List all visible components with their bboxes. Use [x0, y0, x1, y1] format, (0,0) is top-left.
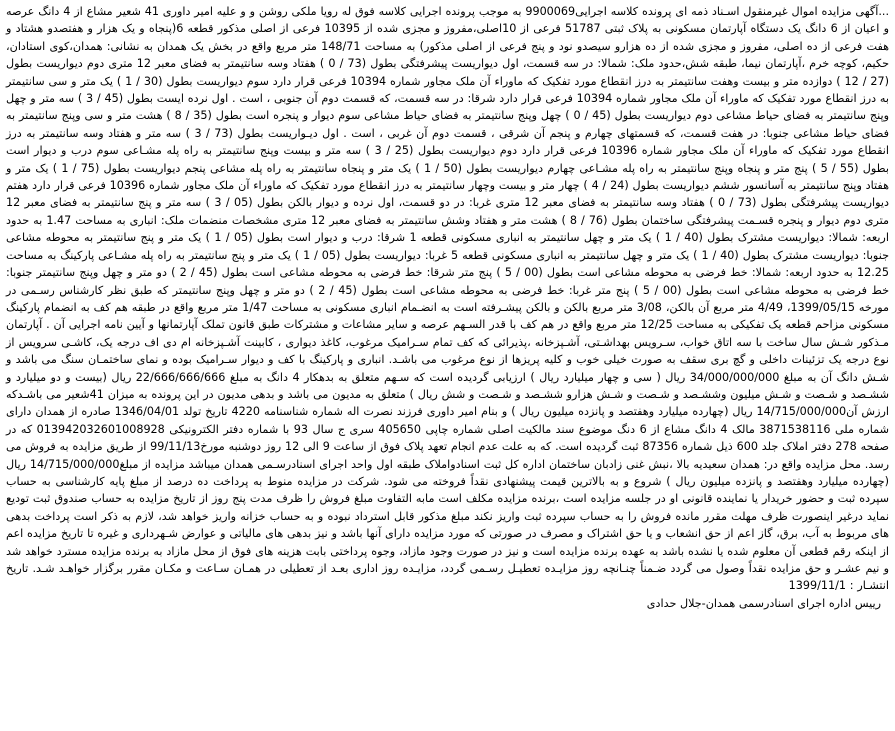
notice-body-text: ...آگهی مزایده اموال غیرمنقول اسـناد ذمه ای پرونده کلاسه اجرایی9900069 به موجب پرونده اجرایی کلاسه فوق له رویا ملکی روشن و و علیه امیر داوری 41 شعیر مشاع از 4 دانگ عرصه و اعیان از 6 دانگ یک دستگاه آپارتمان مسکونی به پلاک ثبتی 51787 فرعی از 10اصلی،مفروز و مجزی شده از 10395 فرعی از اصلی مذکور قطعه 6(پنجاه و یک هزار و هفتصدو هشتاد و هفت فرعی از ده اصلی، مفروز و مجزی شده از ده هزارو سیصدو نود و پنج فرعی از اصلی مذکور) به مساحت 148/71 متر مربع واقع در بخش یک همدان به نشانی: همدان،کوی استادان، حکیم، کوچه خرم ،آپارتمان نیما، طبقه شش،حدود ملک: شمالا: در سه قسمت، اول دیواریست پیشرفتگی بطول (73 / 0 ) هفتاد وسه سانتیمتر به فضای معبر 12 متری دوم دیواریست بطول (27 / 12 ) دوازده متر و بیست وهفت سانتیمتر به درز انقطاع مورد تفکیک که ماوراء آن ملک مجاور شماره 10394 فرعی قرار دارد سوم دیواریست بطول (30 / 1 ) یک متر و سی سانتیمتر به درز انقطاع مورد تفکیک که ماوراء آن ملک مجاور شماره 10394 فرعی قرار دارد شرقا: در سه قسمت، که قسمت دوم آن جنوبی ، است . اول نرده ایست بطول (45 / 3 ) سه متر و چهل وپنج سانتیمتر به فضای حیاط مشاعی دوم دیواریست بطول (45 / 0 ) چهل وپنج سانتیمتر به فضای حیاط مشاعی سوم دیوار و پنجره است بطول (35 / 8 ) هشت متر و سی وپنج سانتیمتر به فضای حیاط مشاعی جنوبا: در هفت قسمت، که قسمتهای چهارم و پنجم آن شرقی ، قسمت دوم آن غربی ، است . اول دیـواریست بطول (73 / 3 ) سه متر و هفتاد وسه سانتیمتر به درز انقطاع مورد تفکیک که ماوراء آن ملک مجاور شماره 10396 فرعی قرار دارد دوم دیواریست بطول (25 / 3 ) سه متر و بیست وپنج سانتیمتر به راه پله مشـاعی سوم درب و دیوار است بطول (55 / 5 ) پنج متر و پنجاه وپنج سانتیمتر به راه پله مشـاعی چهارم دیواریست بطول (50 / 1 ) یک متر و پنجاه سانتیمتر به راه پله مشاعی پنجم دیواریست بطول (75 / 1 ) یک متر و هفتاد وپنج سانتیمتر به آسانسور ششم دیواریست بطول (24 / 4 ) چهار متر و بیست وچهار سانتیمتر به درز انقطاع مورد تفکیک که ماوراء آن ملک مجاور شماره 10396 فرعی قرار دارد هفتم دیواریست پیشرفتگی بطول (73 / 0 ) هفتاد وسه سانتیمتر به فضای معبر 12 متری غربا: در دو قسمت، اول نرده و دیوار بالکن بطول (05 / 3 ) سه متر و پنج سانتیمتر به فضای معبر 12 متری دوم دیوار و پنجره قسـمت پیشرفتگی ساختمان بطول (76 / 8 ) هشت متر و هفتاد وشش سانتیمتر به فضای معبر 12 متری مشخصات منضمات ملک: انباری به مساحت 1.47 به حدود اربعه: شمالا: دیواریست مشترک بطول (40 / 1 ) یک متر و چهل سانتیمتر به انباری مسکونی قطعه 1 شرقا: درب و دیوار است بطول (05 / 1 ) یک متر و پنج سانتیمتر به محوطه مشاعی جنوبا: دیواریست مشترک بطول (40 / 1 ) یک متر و چهل سانتیمتر به انباری مسکونی قطعه 5 غربا: دیواریست بطول (05 / 1 ) یک متر و پنج سانتیمتر به راه پله مشـاعی پارکینگ به مساحت 12.25 به حدود اربعه: شمالا: خط فرضی به محوطه مشاعی است بطول (00 / 5 ) پنج متر شرقا: خط فرضی به محوطه مشاعی است بطول (45 / 2 ) دو متر و چهل وپنج سانتیمتر جنوبا: خط فرضی به محوطه مشاعی است بطول (00 / 5 ) پنج متر غربا: خط فرضی به محوطه مشاعی است بطول (45 / 2 ) دو متر و چهل وپنج سانتیمتر که طبق نظر کارشناس رسـمی در مورخه 1399/05/15، 4/49 متر مربع آن بالکن، 3/08 متر مربع بالکن و بالکن پیشـرفته است به انضـمام انباری مسکونی به مساحت 1/47 متر مربع واقع در طبقه هم کف به انضمام پارکینگ مسکونی مزاحم قطعه یک تفکیکی به مساحت 12/25 متر مربع واقع در هم کف با قدر السـهم عرصه و سایر مشاعات و مشترکات طبق قانون تملک آپارتمانها و آیین نامه اجرایی آن . آپارتمان مـذکور شـش سال ساخت با سه اتاق خواب، سـرویس بهداشـتی، آشـپزخانه ،پذیرائی که کف تمام سـرامیک مرغوب، کاغذ دیواری ، کابینت آشـپزخانه ام دی اف درجه یک، کاشـی سرویس از نوع درجه یک تزئینات داخلی و گچ بری سقف به صورت خیلی خوب و کلیه پریزها از نوع مرغوب می باشـد. انباری و پارکینگ با کف و دیوار سـرامیک بوده و نمای ساختمـان سنگ می باشد و شـش دانگ آن به مبلغ 34/000/000/000 ریال ( سی و چهار میلیارد ریال ) ارزیابی گردیده است که سـهم متعلق به بدهکار 4 دانگ به مبلغ 22/666/666/666 ریال (بیست و دو میلیارد و ششـصد و شـصت و شـش میلیون وششـصد و شـصت و شـش هزارو ششـصد و شـصت و شش ریال ) متعلق به مدیون می باشد و بدهی مدیون در این پرونده به میزان 41شعیر می باشـدکه ارزش آن14/715/000/000 ریال (چهارده میلیارد وهفتصد و پانزده میلیون ریال ) و بنام امیر داوری فرزند نصرت اله شماره شناسنامه 4220 تاریخ تولد 1346/04/01 صادره از همدان دارای شماره ملی 3871538116 مالک 4 دانگ مشاع از 6 دنگ موضوع سند مالکیت اصلی شماره چاپی 405650 سری ج سال 93 با شماره دفتر الکترونیکی 013942032601008928 که در صفحه 278 دفتر املاک جلد 600 ذیل شماره 87356 ثبت گردیده است. که به علت عدم انجام تعهد پلاک فوق از ساعت 9 الی 12 روز دوشنبه مورخ99/11/13 از طریق مزایده به فروش می رسد. محل مزایده واقع در: همدان سعیدیه بالا ،نبش غنی زادبان ساختمان اداره کل ثبت اسنادواملاک طبقه اول واحد اجرای اسنادرسـمی همدان میباشد مزایده از مبلغ14/715/000/000 ریال (چهارده میلیارد وهفتصد و پانزده میلیون ریال ) شروع و به بالاترین قیمت پیشنهادی نقداً فروخته می شود. شرکت در مزایده منوط به پرداخت ده درصد از مبلغ پایه کارشناسی به حساب سپرده ثبت و حضور خریدار یا نماینده قانونی او در جلسه مزایده است ،برنده مزایده مکلف است مابه التفاوت مبلغ فروش را ظرف مدت پنج روز از تاریخ مزایده به حساب صندوق ثبت تودیع نماید درغیر اینصورت ظرف مهلت مقرر مانده فروش را به حساب سپرده ثبت واریز نکند مبلغ مذکور قابل استرداد نبوده و به حساب خزانه واریز خواهد شد، لازم به ذکر است پرداخت بدهی های مربوط به آب، برق، گاز اعم از حق انشعاب و یا حق اشتراک و مصرف در صورتی که مورد مزایده دارای آنها باشد و نیز بدهی های مالیاتی و عوارض شـهرداری و غیره تا تاریخ مزایده اعم از اینکه رقم قطعی آن معلوم شده یا نشده باشد به عهده برنده مزایده است و نیز در صورت وجود مازاد، وجوه پرداختی بابت هزینه های فوق از محل مازاد به برنده مزایده مسترد خواهد شد و نیم عشـر و حق مزایده نقداً وصول می گردد ضـمناً چنـانچه روز مزایـده تعطیـل رسـمی گردد، مزایـده روز اداری بعـد از تعطیلی در همـان سـاعت و مکـان مقرر برگزار خواهـد شـد. تاریخ انتشـار : 1399/11/1	[6, 5, 890, 593]
notice-signature: رییس اداره اجرای اسنادرسمی همدان-جلال حدادی	[646, 596, 881, 610]
